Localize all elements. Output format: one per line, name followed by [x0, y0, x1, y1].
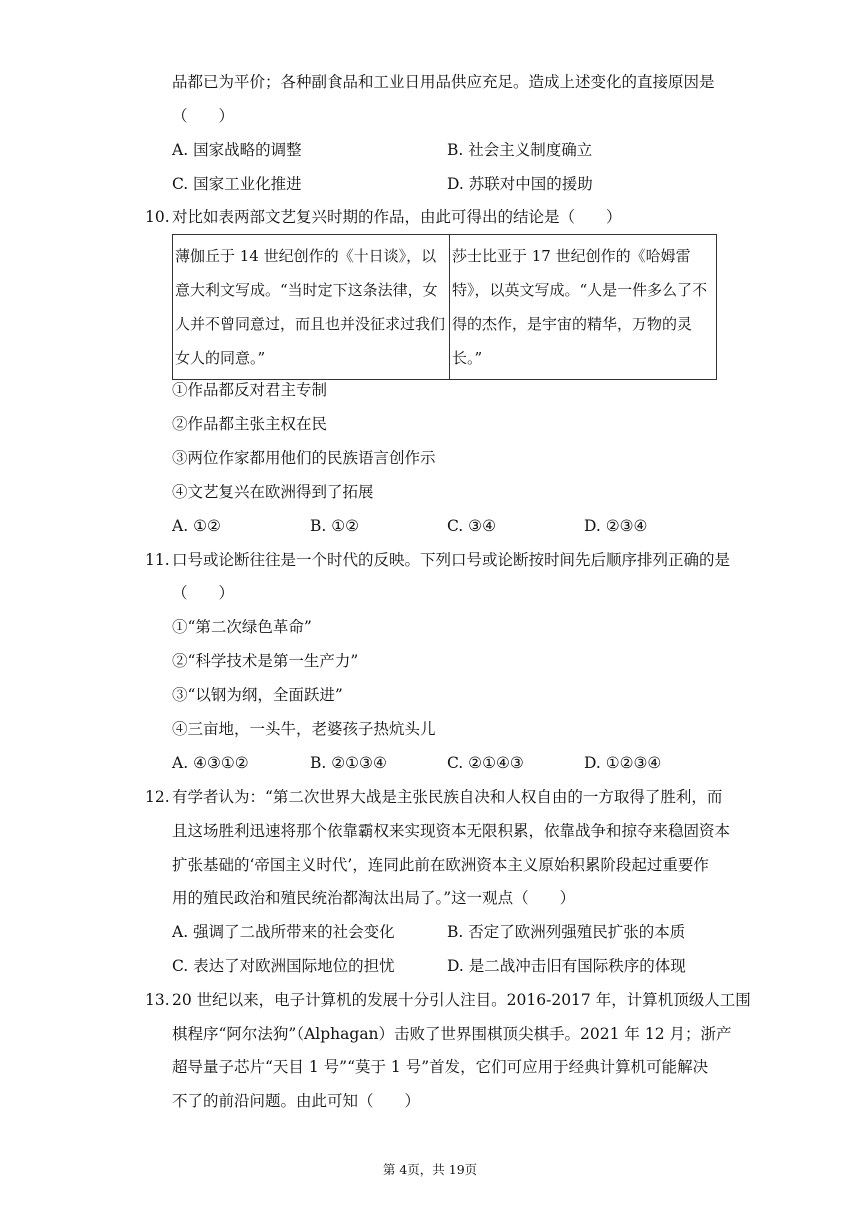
q13-number: 13.: [145, 991, 170, 1009]
q9-option-d[interactable]: D. 苏联对中国的援助: [447, 175, 593, 193]
q10-stem: 对比如表两部文艺复兴时期的作品，由此可得出的结论是（ ）: [172, 208, 622, 226]
q10-option-c[interactable]: C. ③④: [447, 517, 496, 535]
q11-item-3: ③“以钢为纲，全面跃进”: [172, 686, 343, 704]
q9-option-c[interactable]: C. 国家工业化推进: [172, 175, 302, 193]
q10-item-3: ③两位作家都用他们的民族语言创作示: [172, 449, 436, 467]
q9-stem-line2: （ ）: [172, 107, 235, 125]
q11-option-d[interactable]: D. ①②③④: [584, 754, 662, 772]
q9-stem-line1: 品都已为平价；各种副食品和工业日用品供应充足。造成上述变化的直接原因是: [172, 73, 715, 91]
q10-item-4: ④文艺复兴在欧洲得到了拓展: [172, 483, 374, 501]
q11-item-4: ④三亩地，一头牛，老婆孩子热炕头儿: [172, 720, 436, 738]
q11-item-2: ②“科学技术是第一生产力”: [172, 652, 359, 670]
q12-option-a[interactable]: A. 强调了二战所带来的社会变化: [172, 923, 395, 941]
q11-item-1: ①“第二次绿色革命”: [172, 618, 312, 636]
table-cell-hamlet: 莎士比亚于 17 世纪创作的《哈姆雷特》，以英文写成。“人是一件多么了不得的杰作，是宇宙的精华，万物的灵长。”: [450, 235, 717, 380]
q11-option-c[interactable]: C. ②①④③: [447, 754, 524, 772]
table-cell-decameron: 薄伽丘于 14 世纪创作的《十日谈》，以意大利文写成。“当时定下这条法律，女人并不曾同意过，而且也并没征求过我们女人的同意。”: [173, 235, 450, 380]
q12-number: 12.: [145, 788, 170, 806]
q12-option-c[interactable]: C. 表达了对欧洲国际地位的担忧: [172, 957, 395, 975]
q12-stem-line1: 有学者认为：“第二次世界大战是主张民族自决和人权自由的一方取得了胜利，而: [172, 788, 723, 806]
q10-item-2: ②作品都主张主权在民: [172, 415, 328, 433]
q9-option-a[interactable]: A. 国家战略的调整: [172, 141, 302, 159]
q11-stem: 口号或论断往往是一个时代的反映。下列口号或论断按时间先后顺序排列正确的是: [172, 551, 731, 569]
q12-stem-line3: 扩张基础的‘帝国主义时代’，连同此前在欧洲资本主义原始积累阶段起过重要作: [172, 856, 709, 874]
q11-option-a[interactable]: A. ④③①②: [172, 754, 249, 772]
q13-stem-line3: 超导量子芯片“天目 1 号”“莫于 1 号”首发，它们可应用于经典计算机可能解决: [172, 1058, 709, 1076]
q10-comparison-table: [172, 234, 717, 380]
q13-stem-line2: 棋程序“阿尔法狗”（Alphagan）击败了世界围棋顶尖棋手。2021 年 12 月；浙产: [172, 1025, 732, 1043]
q10-number: 10.: [145, 208, 170, 226]
q11-number: 11.: [145, 551, 170, 569]
q10-option-d[interactable]: D. ②③④: [584, 517, 648, 535]
q13-stem-line1: 20 世纪以来，电子计算机的发展十分引人注目。2016-2017 年，计算机顶级人工围: [172, 991, 751, 1009]
q12-stem-line4: 用的殖民政治和殖民统治都淘汰出局了。”这一观点（ ）: [172, 889, 576, 907]
q12-option-b[interactable]: B. 否定了欧洲列强殖民扩张的本质: [447, 923, 686, 941]
q12-stem-line2: 且这场胜利迅速将那个依靠霸权来实现资本无限积累，依靠战争和掠夺来稳固资本: [172, 822, 731, 840]
q10-option-b[interactable]: B. ①②: [310, 517, 360, 535]
page-footer: 第 4页，共 19页: [382, 1162, 478, 1177]
q11-option-b[interactable]: B. ②①③④: [310, 754, 387, 772]
q10-item-1: ①作品都反对君主专制: [172, 381, 328, 399]
q10-option-a[interactable]: A. ①②: [172, 517, 221, 535]
table-row: [173, 235, 717, 380]
q9-option-b[interactable]: B. 社会主义制度确立: [447, 141, 593, 159]
q13-stem-line4: 不了的前沿问题。由此可知（ ）: [172, 1092, 421, 1110]
q11-stem-paren: （ ）: [172, 584, 235, 602]
q12-option-d[interactable]: D. 是二战冲击旧有国际秩序的体现: [447, 957, 686, 975]
